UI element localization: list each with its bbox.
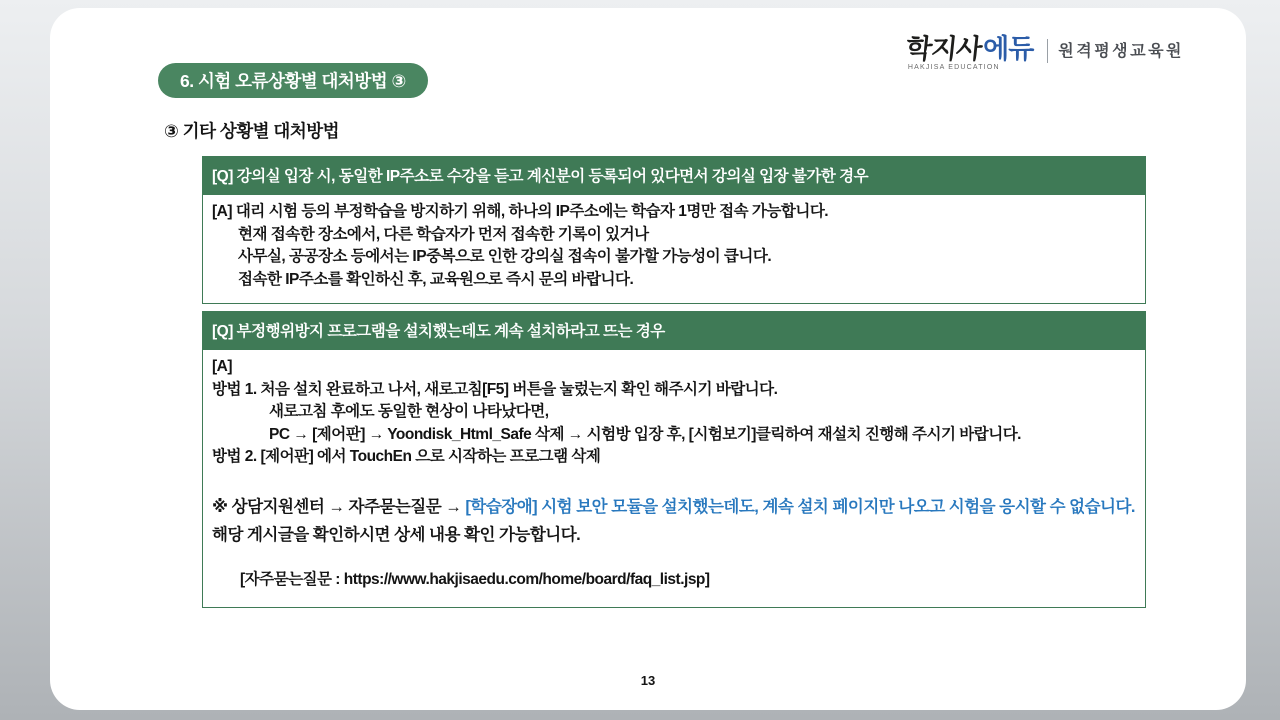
answer-line: 현재 접속한 장소에서, 다른 학습자가 먼저 접속한 기록이 있거나 [238, 225, 649, 243]
method2-line: 방법 2. [제어판] 에서 TouchEn 으로 시작하는 프로그램 삭제 [212, 448, 601, 465]
slide-subtitle: ③ 기타 상황별 대처방법 [164, 121, 340, 141]
answer-line: [A] 대리 시험 등의 부정학습을 방지하기 위해, 하나의 IP주소에는 학습자 1명만 접속 가능합니다. [212, 203, 829, 220]
logo [904, 34, 1184, 71]
qa-box-install-loop [202, 311, 1146, 608]
logo-divider [1047, 39, 1048, 63]
logo-text-hakjisa: 학지사 [904, 34, 983, 64]
faq-url-line: [자주묻는질문 : https://www.hakjisaedu.com/home/board/faq_list.jsp] [240, 570, 710, 588]
section-title-badge: 6. 시험 오류상황별 대처방법 ③ [158, 63, 428, 98]
qa-box-ip-duplicate [202, 156, 1146, 304]
question-header: [Q] 강의실 입장 시, 동일한 IP주소로 수강을 듣고 계신분이 등록되어 있다면서 강의실 입장 불가한 경우 [202, 156, 1146, 195]
method1-line: PC → [제어판] → Yoondisk_Html_Safe 삭제 → 시험방 입장 후, [시험보기]클릭하여 재설치 진행해 주시기 바랍니다. [269, 425, 1021, 443]
note-faq-post-title: [학습장애] 시험 보안 모듈을 설치했는데도, 계속 설치 페이지만 나오고 시험을 응시할 수 없습니다. [465, 497, 1135, 516]
answer-line: 사무실, 공공장소 등에서는 IP중복으로 인한 강의실 접속이 불가할 가능성이 큽니다. [238, 248, 772, 265]
logo-wordmark [904, 34, 1034, 71]
answer-body [203, 194, 1145, 303]
question-header: [Q] 부정행위방지 프로그램을 설치했는데도 계속 설치하라고 뜨는 경우 [202, 311, 1146, 350]
method1-line: 방법 1. 처음 설치 완료하고 나서, 새로고침[F5] 버튼을 눌렀는지 확인 해주시기 바랍니다. [212, 380, 778, 398]
answer-line: 접속한 IP주소를 확인하신 후, 교육원으로 즉시 문의 바랍니다. [238, 270, 634, 288]
page-number: 13 [640, 673, 656, 688]
logo-institution-name: 원격평생교육원 [1058, 43, 1184, 60]
logo-text-edu: 에듀 [983, 34, 1034, 64]
slide-canvas [50, 8, 1246, 710]
faq-note-paragraph [212, 493, 1135, 549]
logo-subtext: HAKJISA EDUCATION [907, 64, 1000, 71]
note-prefix: ※ 상담지원센터 → 자주묻는질문 → [212, 497, 466, 516]
note-suffix: 해당 게시글을 확인하시면 상세 내용 확인 가능합니다. [212, 525, 581, 544]
method1-line: 새로고침 후에도 동일한 현상이 나타났다면, [269, 403, 549, 420]
answer-label: [A] [212, 358, 233, 375]
answer-body [203, 349, 1145, 603]
